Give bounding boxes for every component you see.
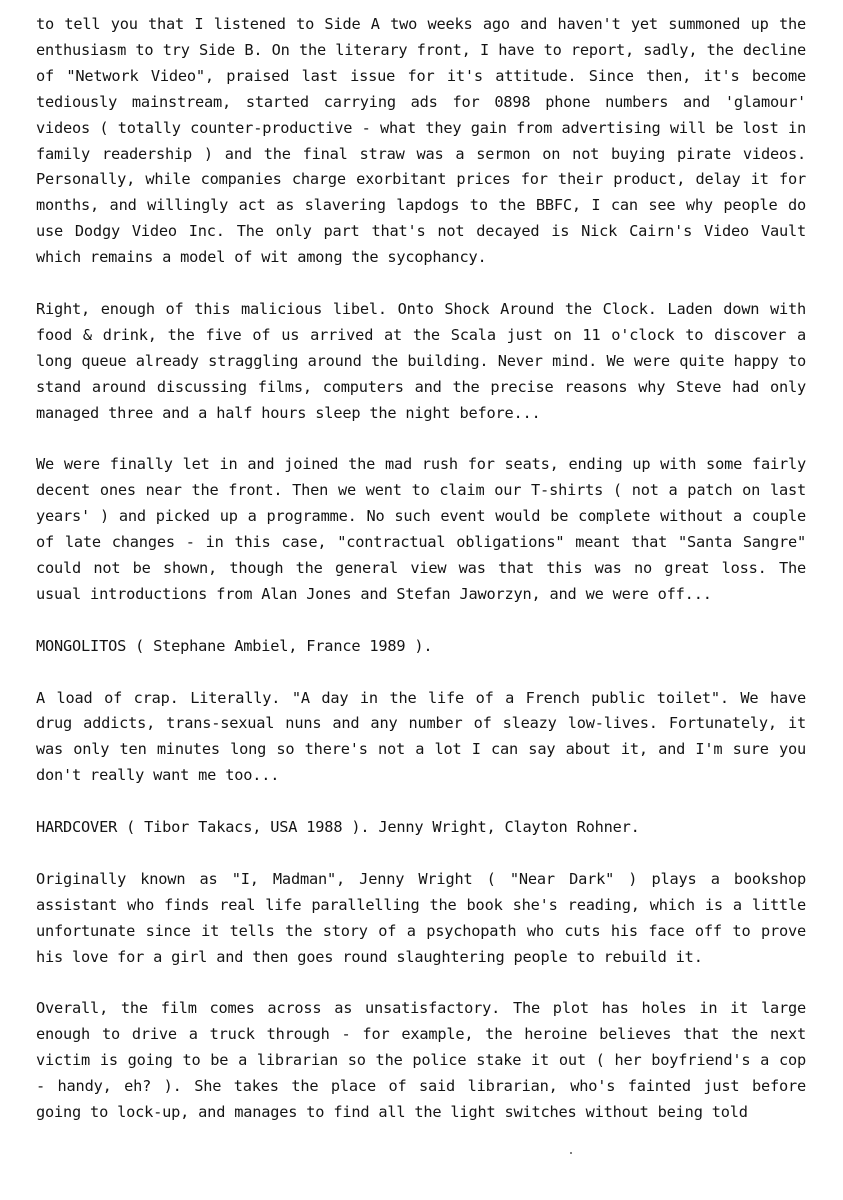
- film-heading-hardcover: HARDCOVER ( Tibor Takacs, USA 1988 ). Jenny Wright, Clayton Rohner.: [36, 818, 640, 837]
- paragraph-hardcover-plot: Originally known as "I, Madman", Jenny Wright ( "Near Dark" ) plays a bookshop assistant who finds real life parallelling the book she's reading, which is a little unfortunate since it tells the story of a psychopath who cuts his face off to prove his love for a girl and then goes round slaughtering people to rebuild it.: [36, 869, 806, 966]
- film-heading-mongolitos: MONGOLITOS ( Stephane Ambiel, France 1989 ).: [36, 636, 433, 655]
- document-page: [36, 12, 806, 1152]
- print-speck: [570, 1152, 572, 1154]
- paragraph-mongolitos-review: A load of crap. Literally. "A day in the life of a French public toilet". We have drug addicts, trans-sexual nuns and any number of sleazy low-lives. Fortunately, it was only ten minutes long so there's not a lot I can say about it, and I'm sure you don't really want me too...: [36, 688, 806, 785]
- paragraph-arrival-scala: We were finally let in and joined the mad rush for seats, ending up with some fairly decent ones near the front. Then we went to claim our T-shirts ( not a patch on last years' ) and picked up a programme. No such event would be complete without a couple of late changes - in this case, "contractual obligations" meant that "Santa Sangre" could not be shown, though the general view was that this was no great loss. The usual introductions from Alan Jones and Stefan Jaworzyn, and we were off...: [36, 455, 806, 603]
- paragraph-hardcover-review: Overall, the film comes across as unsatisfactory. The plot has holes in it large enough to drive a truck through - for example, the heroine believes that the next victim is going to be a librarian so the police stake it out ( her boyfriend's a cop - handy, eh? ). She takes the place of said librarian, who's fainted just before going to lock-up, and manages to find all the light switches without being told: [36, 999, 806, 1121]
- paragraph-network-video: to tell you that I listened to Side A two weeks ago and haven't yet summoned up the enthusiasm to try Side B. On the literary front, I have to report, sadly, the decline of "Network Video", praised last issue for it's attitude. Since then, it's become tediously mainstream, started carrying ads for 0898 phone numbers and 'glamour' videos ( totally counter-productive - what they gain from advertising will be lost in family readership ) and the final straw was a sermon on not buying pirate videos. Personally, while companies charge exorbitant prices for their product, delay it for months, and willingly act as slavering lapdogs to the BBFC, I can see why people do use Dodgy Video Inc. The only part that's not decayed is Nick Cairn's Video Vault which remains a model of wit among the sycophancy.: [36, 15, 806, 267]
- paragraph-shock-around-the-clock: Right, enough of this malicious libel. Onto Shock Around the Clock. Laden down with food & drink, the five of us arrived at the Scala just on 11 o'clock to discover a long queue already straggling around the building. Never mind. We were quite happy to stand around discussing films, computers and the precise reasons why Steve had only managed three and a half hours sleep the night before...: [36, 299, 806, 422]
